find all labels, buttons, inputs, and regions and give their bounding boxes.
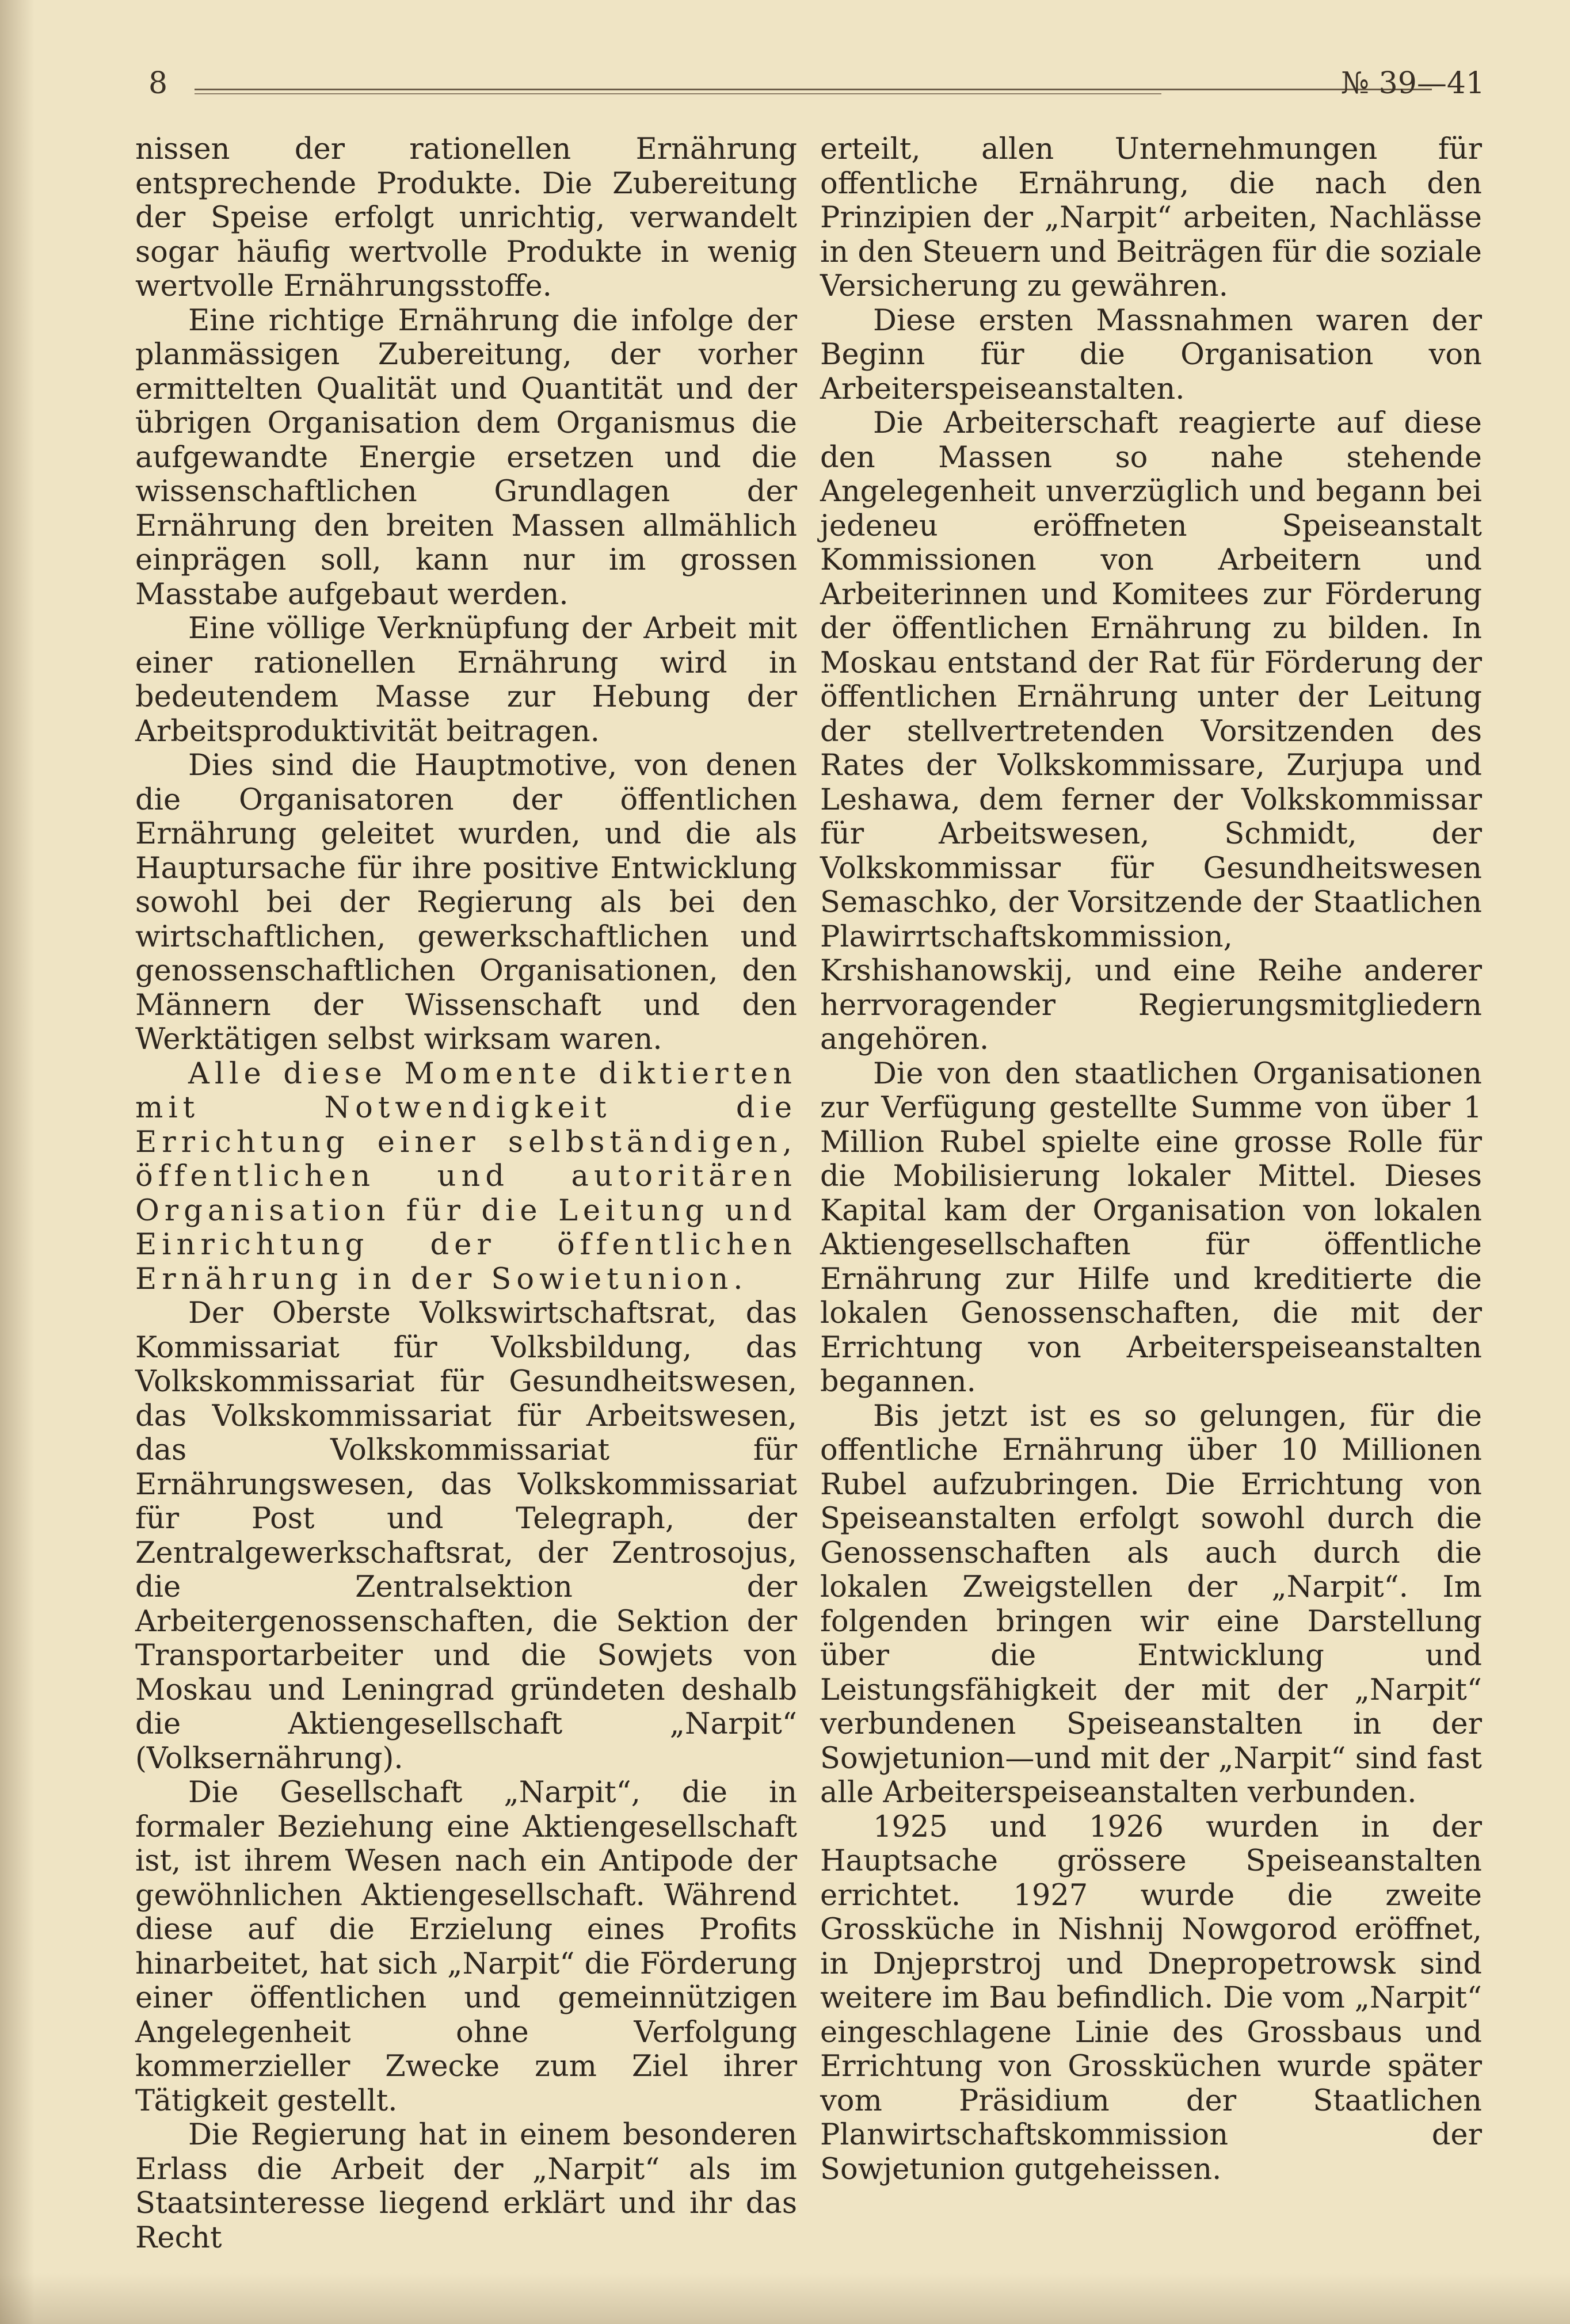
paragraph: Die Arbeiterschaft reagierte auf diese den Massen so nahe stehende Angelegenheit unverzüglich und begann bei jedeneu eröffneten Speiseanstalt Kommissionen von Arbeitern und Arbeiterinnen und Komitees zur Förderung der öffentlichen Ernährung zu bilden. In Moskau entstand der Rat für Förderung der öffentlichen Ernährung unter der Leitung der stellvertretenden Vorsitzenden des Rates der Volkskommissare, Zurjupa und Leshawa, dem ferner der Volkskommissar für Arbeitswesen, Schmidt, der Volkskommissar für Gesundheitswesen Semaschko, der Vorsitzende der Staatlichen Plawirrtschaftskommission, Krshishanowskij, und eine Reihe anderer herrvoragender Regierungsmitgliedern angehören. <box>820 406 1482 1056</box>
page-bottom-shadow <box>0 2273 1570 2324</box>
paragraph: Eine völlige Verknüpfung der Arbeit mit einer rationellen Ernährung wird in bedeutendem Masse zur Hebung der Arbeitsproduktivität beitragen. <box>135 612 797 749</box>
spaced-paragraph: Alle diese Momente diktierten mit Notwendigkeit die Errichtung einer selbständigen, öffentlichen und autoritären Organisation für die Leitung und Einrichtung der öffentlichen Ernährung in der Sowietunion. <box>135 1056 797 1296</box>
paragraph: Die Regierung hat in einem besonderen Erlass die Arbeit der „Narpit“ als im Staatsinteresse liegend erklärt und ihr das Recht <box>135 2118 797 2255</box>
paragraph: Diese ersten Massnahmen waren der Beginn für die Organisation von Arbeiterspeiseanstalten. <box>820 303 1482 406</box>
paragraph: Dies sind die Hauptmotive, von denen die Organisatoren der öffentlichen Ernährung geleitet wurden, und die als Hauptursache für ihre positive Entwicklung sowohl bei der Regierung als bei den wirtschaftlichen, gewerkschaftlichen und genossenschaftlichen Organisationen, den Männern der Wissenschaft und den Werktätigen selbst wirksam waren. <box>135 749 797 1056</box>
header-rule-secondary <box>195 93 1161 94</box>
paragraph: Die Gesellschaft „Narpit“, die in formaler Beziehung eine Aktiengesellschaft ist, ist ihrem Wesen nach ein Antipode der gewöhnlichen Aktiengesellschaft. Während diese auf die Erzielung eines Profits hinarbeitet, hat sich „Narpit“ die Förderung einer öffentlichen und gemeinnützigen Angelegenheit ohne Verfolgung kommerzieller Zwecke zum Ziel ihrer Tätigkeit gestellt. <box>135 1776 797 2118</box>
paragraph: erteilt, allen Unternehmungen für offentliche Ernährung, die nach den Prinzipien der „Narpit“ arbeiten, Nachlässe in den Steuern und Beiträgen für die soziale Versicherung zu gewähren. <box>820 132 1482 303</box>
right-column <box>820 132 1482 2186</box>
paragraph: Eine richtige Ernährung die infolge der planmässigen Zubereitung, der vorher ermittelten Qualität und Quantität und der übrigen Organisation dem Organismus die aufgewandte Energie ersetzen und die wissenschaftlichen Grundlagen der Ernährung den breiten Massen allmählich einprägen soll, kann nur im grossen Masstabe aufgebaut werden. <box>135 303 797 612</box>
paragraph: 1925 und 1926 wurden in der Hauptsache grössere Speiseanstalten errichtet. 1927 wurde die zweite Grossküche in Nishnij Nowgorod eröffnet, in Dnjeprstroj und Dnepropetrowsk sind weitere im Bau befindlich. Die vom „Narpit“ eingeschlagene Linie des Grossbaus und Errichtung von Grossküchen wurde später vom Präsidium der Staatlichen Planwirtschaftskommission der Sowjetunion gutgeheissen. <box>820 1810 1482 2186</box>
page-header <box>148 63 1485 109</box>
paragraph: Bis jetzt ist es so gelungen, für die offentliche Ernährung über 10 Millionen Rubel aufzubringen. Die Errichtung von Speiseanstalten erfolgt sowohl durch die Genossenschaften als auch durch die lokalen Zweigstellen der „Narpit“. Im folgenden bringen wir eine Darstellung über die Entwicklung und Leistungsfähigkeit der mit der „Narpit“ verbundenen Speiseanstalten in der Sowjetunion—und mit der „Narpit“ sind fast alle Arbeiterspeiseanstalten verbunden. <box>820 1399 1482 1810</box>
page-edge-shadow <box>0 0 35 2324</box>
paragraph: Die von den staatlichen Organisationen zur Verfügung gestellte Summe von über 1 Million Rubel spielte eine grosse Rolle für die Mobilisierung lokaler Mittel. Dieses Kapital kam der Organisation von lokalen Aktiengesellschaften für öffentliche Ernährung zur Hilfe und kreditierte die lokalen Genossenschaften, die mit der Errichtung von Arbeiterspeiseanstalten begannen. <box>820 1056 1482 1399</box>
header-rule <box>195 89 1432 90</box>
left-column <box>135 132 797 2255</box>
paragraph: Der Oberste Volkswirtschaftsrat, das Kommissariat für Volksbildung, das Volkskommissariat für Gesundheitswesen, das Volkskommissariat für Arbeitswesen, das Volkskommissariat für Ernährungswesen, das Volkskommissariat für Post und Telegraph, der Zentralgewerkschaftsrat, der Zentrosojus, die Zentralsektion der Arbeitergenossenschaften, die Sektion der Transportarbeiter und die Sowjets von Moskau und Leningrad gründeten deshalb die Aktiengesellschaft „Narpit“ (Volksernährung). <box>135 1296 797 1776</box>
issue-number: № 39—41 <box>1340 66 1485 101</box>
paragraph: nissen der rationellen Ernährung entsprechende Produkte. Die Zubereitung der Speise erfolgt unrichtig, verwandelt sogar häufig wertvolle Produkte in wenig wertvolle Ernährungsstoffe. <box>135 132 797 303</box>
page-number: 8 <box>148 66 168 101</box>
